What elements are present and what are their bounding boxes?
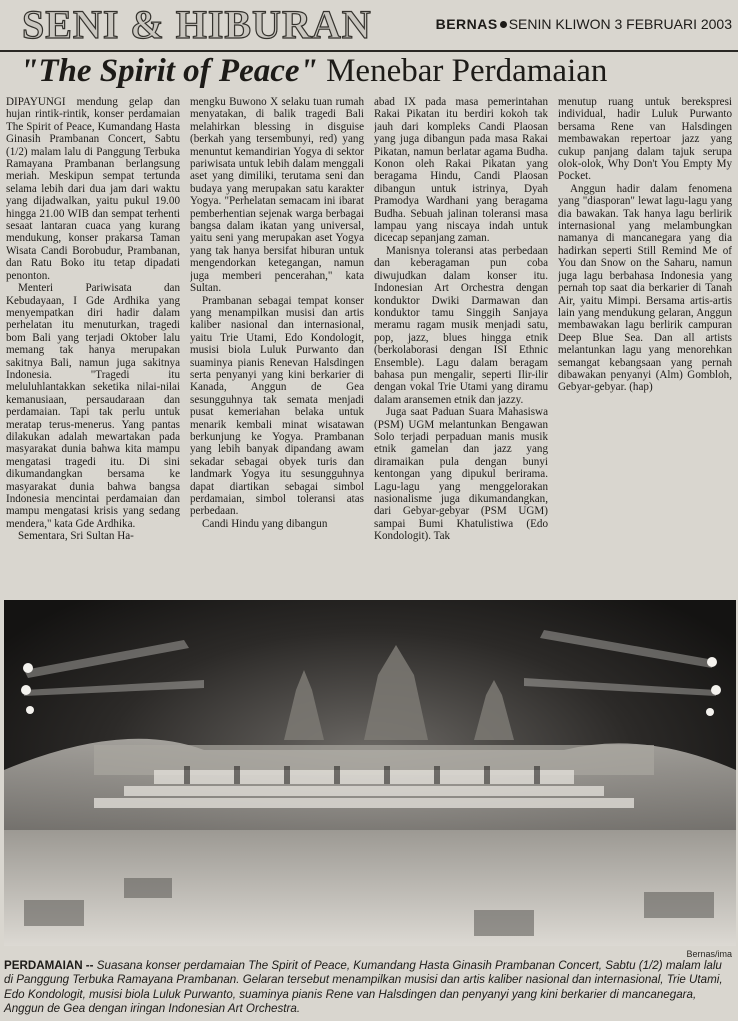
paragraph: Menteri Pariwisata dan Kebudayaan, I Gde Ardhika yang menyempatkan diri hadir dalam perhelatan itu menuturkan, tragedi bom Bali yang terjadi Oktober lalu memang tak hanya merupakan sakitnya Bali, namun juga sakitnya Indonesia. "Tragedi itu meluluhlantakkan seketika nilai-nilai kemanusiaan, persaudaraan dan perdamaian. Tapi tak perlu untuk meratap terus-menerus. Yang pantas dilakukan adalah mewartakan pada masyarakat dunia bahwa kita mampu mengatasi tragedi itu. Di sini dikumandangkan bersama ke masyarakat dunia bahwa bangsa Indonesia mencintai perdamaian dan mampu mengatasi krisis yang sedang mendera," kata Gde Ardhika. <box>6 282 180 530</box>
paragraph: Sementara, Sri Sultan Ha- <box>18 530 134 543</box>
bullet-icon <box>500 21 507 28</box>
paragraph: menutup ruang untuk berekspresi individual, hadir Luluk Purwanto bersama Rene van Halsdingen membawakan repertoar jazz yang cukup panjang dalam tajuk serupa olok-olok, Why Don't You Empty My Pocket. <box>558 96 732 183</box>
newspaper-name: BERNAS <box>435 16 498 32</box>
masthead <box>0 0 738 52</box>
article-column-4 <box>558 96 732 592</box>
article-column-2 <box>190 96 364 592</box>
concert-stage-illustration <box>4 600 736 946</box>
headline-italic-part: "The Spirit of Peace" <box>20 53 318 89</box>
paragraph: Anggun hadir dalam fenomena yang "diasporan" lewat lagu-lagu yang dia bawakan. Tak hanya lagu berlirik internasional yang melambungkan namanya di mancanegara yang dia hadirkan seperti Still Remind Me of You dan Snow on the Saharu, namun juga lagu berbahasa Indonesia yang pernah top saat dia berkarier di Tanah Air, yaitu Mimpi. Bersama artis-artis lain yang mendukung gelaran, Anggun membawakan lagu berlirik campuran Deep Blue Sea. Dan all artists melantunkan lagu yang menorehkan semangat kebangsaan yang pernah dibawakan penyanyi (Alm) Gombloh, Gebyar-gebyar. (hap) <box>558 182 732 394</box>
paragraph: DIPAYUNGI mendung gelap dan hujan rintik-rintik, konser perdamaian The Spirit of Peace, Kumandang Hasta Ginasih Prambanan Concert, Sabtu (1/2) malam lalu di Panggung Terbuka Ramayana Prambanan berlangsung meriah. Meskipun sempat tertunda selama lebih dari dua jam dari waktu yang dijadwalkan, yaitu pukul 19.00 hingga 21.00 WIB dan sempat terhenti sesaat lantaran cuaca yang kurang mendukung, konser prakarsa Taman Wisata Candi Borobudur, Prambanan, dan Ratu Boko itu tetap dipadati penonton. <box>6 96 180 282</box>
paragraph: mengku Buwono X selaku tuan rumah menyatakan, di balik tragedi Bali melahirkan blessing in disguise (berkah yang tersembunyi, red) yang menuntut kemandirian Yogya di sektor pariwisata untuk lebih dalam menggali aset yang dimiliki, terutama seni dan budaya yang merupakan satu karakter Yogya. "Perhelatan semacam ini ibarat pemberhentian sejenak warga berbagai bangsa dalam ikatan yang universal, yaitu seni yang merupakan aset Yogya yang tak hanya bersifat hiburan untuk mengendorkan ketegangan, namun juga memberi pencerahan," kata Sultan. <box>190 96 364 295</box>
article-column-3 <box>374 96 548 592</box>
section-rubric: SENI & HIBURAN <box>22 2 372 47</box>
publication-info <box>436 16 732 32</box>
photo-credit: Bernas/ima <box>686 949 732 959</box>
photo-caption <box>4 959 732 1017</box>
issue-date: SENIN KLIWON 3 FEBRUARI 2003 <box>508 16 732 32</box>
paragraph: Manisnya toleransi atas perbedaan dan keberagaman pun coba diwujudkan dalam konser itu. Indonesian Art Orchestra dengan konduktor Dwiki Darmawan dan konduktor tamu Singgih Sanjaya meramu ragam musik menjadi satu, pop, jazz, blues hingga etnik (berkolaborasi dengan ISI Ethnic Ensemble). Lagu dalam beragam bahasa pun mengalir, seperti Ilir-ilir dengan vokal Trie Utami yang diramu dalam aransemen etnik dan jazzy. <box>374 244 548 406</box>
caption-head: PERDAMAIAN -- <box>4 959 94 972</box>
caption-text: Suasana konser perdamaian The Spirit of Peace, Kumandang Hasta Ginasih Prambanan Concert, Sabtu (1/2) malam lalu di Panggung Terbuka Ramayana Prambanan. Gelaran tersebut menampilkan musisi dan artis kaliber nasional dan internasional, Trie Utami, Edo Kondologit, musisi biola Luluk Purwanto, suaminya pianis Rene van Halsdingen dan penyanyi yang kini berkarier di mancanegara, Anggun de Gea dengan iringan Indonesian Art Orchestra. <box>4 959 723 1016</box>
paragraph: Candi Hindu yang dibangun <box>202 517 328 530</box>
paragraph: Juga saat Paduan Suara Mahasiswa (PSM) UGM melantunkan Bengawan Solo terjadi perpaduan manis musik etnik gamelan dan jazz yang diramaikan pula dengan bunyi kentongan yang dipukul berirama. Lagu-lagu yang menggelorakan nasionalisme juga dikumandangkan, dari Gebyar-gebyar (PSM UGM) sampai Bumi Khatulistiwa (Edo Kondologit). Tak <box>374 406 548 543</box>
article-body <box>6 96 732 592</box>
paragraph: Prambanan sebagai tempat konser yang menampilkan musisi dan artis kaliber nasional dan internasional, yaitu Trie Utami, Edo Kondologit, musisi biola Luluk Purwanto dan suaminya pianis Renevan Halsdingen serta penyanyi yang kini berkarier di Kanada, Anggun de Gea sesungguhnya tak semata menjadi pusat kemeriahan belaka untuk menarik kembali minat wisatawan berkunjung ke Yogya. Prambanan yang lebih banyak dipandang awam sekadar sebagai obyek turis dan landmark Yogya itu sesungguhnya dapat diartikan sebagai simbol perdamaian, simbol toleransi atas perbedaan. <box>190 294 364 518</box>
article-headline <box>20 52 735 90</box>
concert-photo <box>4 600 736 946</box>
headline-rest: Menebar Perdamaian <box>317 53 608 89</box>
paragraph: abad IX pada masa pemerintahan Rakai Pikatan itu berdiri kokoh tak jauh dari kompleks Candi Plaosan yang juga dibangun pada masa Rakai Pikatan, namun berlatar agama Budha. Konon oleh Rakai Pikatan yang beragama Hindu, Candi Plaosan dibangun untuk istrinya, Dyah Pramodya Wardhani yang beragama Budha. Sebuah jalinan toleransi masa lampau yang niscaya indah untuk dicecap sepanjang zaman. <box>374 96 548 245</box>
article-column-1 <box>6 96 180 592</box>
